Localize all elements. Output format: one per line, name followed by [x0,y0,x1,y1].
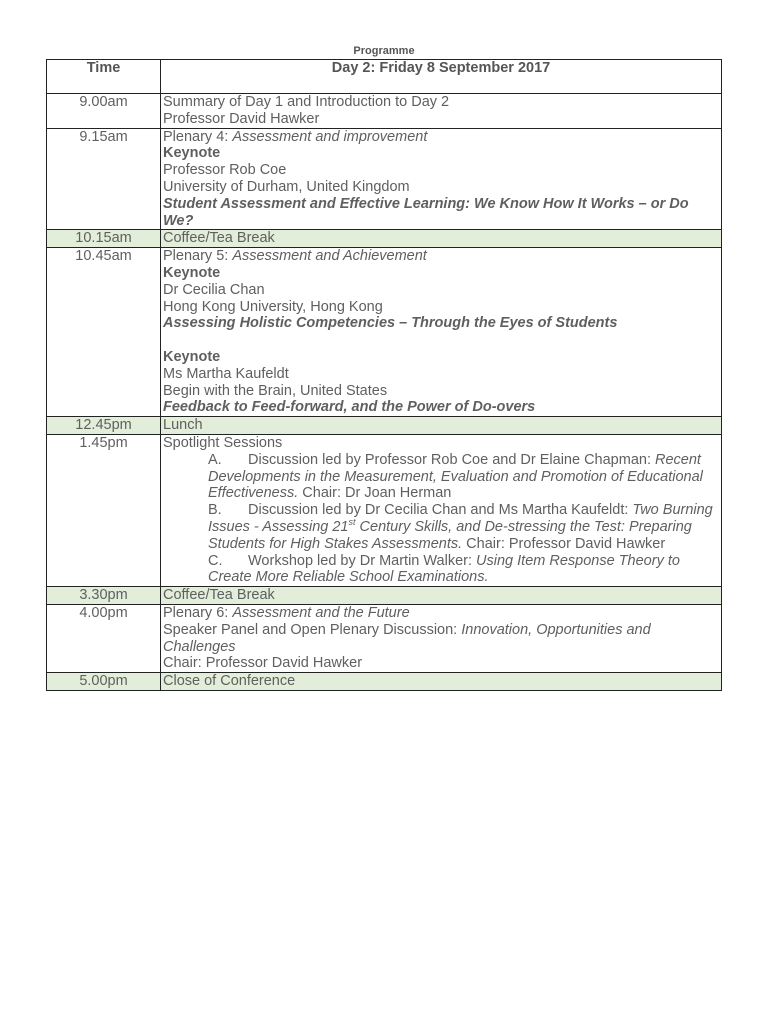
schedule-row-break [47,587,722,605]
row-time: 12.45pm [47,417,161,435]
break-label: Lunch [161,417,722,435]
item-title-sup: st [348,517,356,528]
day-column-header: Day 2: Friday 8 September 2017 [161,60,722,94]
panel-chair: Chair: Professor David Hawker [163,655,363,672]
plenary-line [163,248,719,265]
row-time: 9.00am [47,94,161,129]
row-content [161,94,722,129]
row-time: 10.15am [47,230,161,248]
plenary-line [163,605,719,622]
item-title: Recent Developments in the Measurement, Evaluation and Promotion of Educational Effectiveness. [208,451,703,502]
plenary-prefix: Plenary 4: [163,128,233,145]
break-label: Close of Conference [161,673,722,691]
keynote-label: Keynote [163,145,221,162]
schedule-row [47,434,722,586]
keynote-talk-title: Feedback to Feed-forward, and the Power of Do-overs [163,399,536,416]
plenary-title: Assessment and Achievement [232,248,427,265]
panel-prefix: Speaker Panel and Open Plenary Discussion: [163,621,462,638]
keynote-speaker: Professor Rob Coe [163,162,287,179]
row-time: 3.30pm [47,587,161,605]
schedule-table [46,59,722,691]
break-label: Coffee/Tea Break [161,230,722,248]
item-led: Workshop led by Dr Martin Walker: [248,552,477,569]
plenary-title: Assessment and improvement [232,128,428,145]
session-title: Summary of Day 1 and Introduction to Day 2 [163,94,450,110]
keynote-affiliation: Begin with the Brain, United States [163,382,388,399]
break-label: Coffee/Tea Break [161,587,722,605]
keynote-affiliation: University of Durham, United Kingdom [163,178,410,195]
spotlight-item-b [163,502,719,552]
item-marker: B. [208,502,222,519]
keynote-speaker: Ms Martha Kaufeldt [163,365,289,382]
item-led: Discussion led by Dr Cecilia Chan and Ms Martha Kaufeldt: [248,502,633,519]
row-time: 10.45am [47,248,161,417]
keynote-speaker: Dr Cecilia Chan [163,281,265,298]
row-content [161,248,722,417]
schedule-row-break [47,673,722,691]
header-row [47,60,722,94]
schedule-row [47,248,722,417]
spacer [163,332,719,349]
plenary-prefix: Plenary 6: [163,604,233,621]
keynote-label: Keynote [163,264,221,281]
schedule-row-break [47,417,722,435]
plenary-prefix: Plenary 5: [163,248,233,265]
spotlight-heading: Spotlight Sessions [163,434,283,451]
spotlight-item-c [163,553,719,587]
schedule-row [47,604,722,672]
schedule-row [47,128,722,230]
item-chair: Chair: Professor David Hawker [462,535,666,552]
panel-line [163,622,719,656]
keynote-talk-title: Student Assessment and Effective Learning: We Know How It Works – or Do We? [163,195,689,229]
row-content [161,604,722,672]
item-title-part: Century Skills, and De-stressing the Test: Preparing Students for High Stakes Assessments. [208,518,692,552]
item-title: Using Item Response Theory to Create More Reliable School Examinations. [208,552,680,586]
schedule-row-break [47,230,722,248]
item-title-part: Two Burning Issues - Assessing 21 [208,502,713,535]
plenary-title: Assessment and the Future [232,604,410,621]
plenary-line [163,129,719,146]
session-speaker: Professor David Hawker [163,110,320,127]
row-time: 4.00pm [47,604,161,672]
item-marker: C. [208,552,223,569]
row-time: 5.00pm [47,673,161,691]
item-marker: A. [208,451,222,468]
panel-title: Innovation, Opportunities and Challenges [163,621,651,655]
programme-title: Programme [353,45,415,57]
row-time: 1.45pm [47,434,161,586]
item-chair: Chair: Dr Joan Herman [298,485,452,502]
schedule-row [47,94,722,129]
time-column-header: Time [47,60,161,94]
spotlight-item-a [163,452,719,502]
keynote-affiliation: Hong Kong University, Hong Kong [163,298,383,315]
keynote-talk-title: Assessing Holistic Competencies – Through the Eyes of Students [163,315,618,332]
keynote-label: Keynote [163,348,221,365]
row-content [161,434,722,586]
row-content [161,128,722,230]
row-time: 9.15am [47,128,161,230]
item-led: Discussion led by Professor Rob Coe and Dr Elaine Chapman: [248,451,656,468]
